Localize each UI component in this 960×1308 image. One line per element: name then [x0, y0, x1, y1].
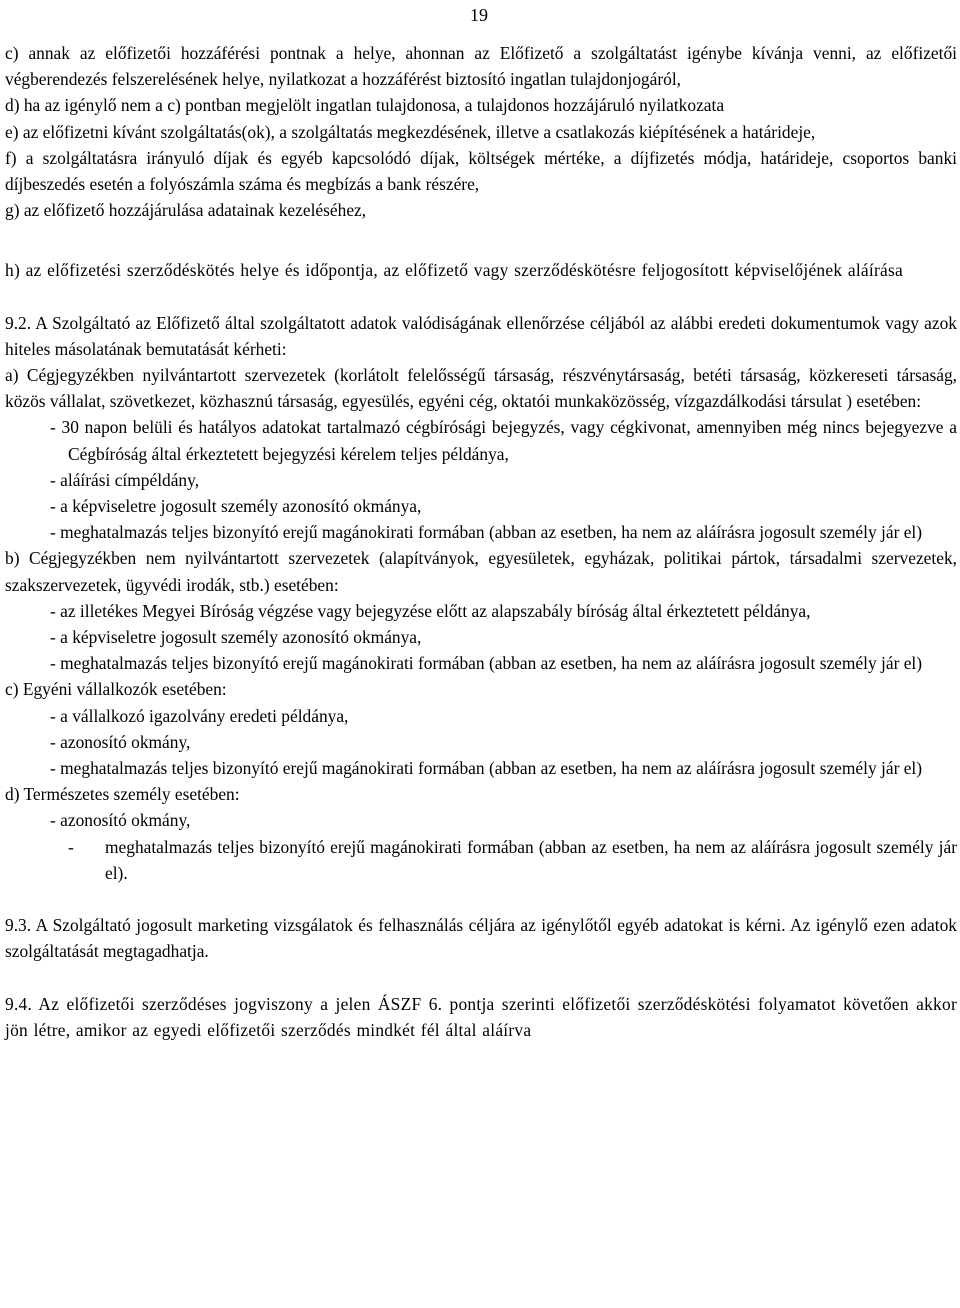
list-item: - aláírási címpéldány,: [50, 469, 200, 490]
document-body: [5, 40, 957, 1043]
list-item-text: meghatalmazás teljes bizonyító erejű magánokirati formában (abban az esetben, ha nem az aláírásra jogosult személy jár el).: [105, 836, 957, 883]
list-item: - azonosító okmány,: [50, 810, 191, 831]
list-item: - a képviseletre jogosult személy azonosító okmánya,: [50, 496, 422, 517]
spacer: [5, 223, 957, 257]
list-item: [5, 834, 957, 886]
section-9-3: 9.3. A Szolgáltató jogosult marketing vizsgálatok és felhasználás céljára az igénylőtől egyéb adatokat is kérni. Az igénylő ezen adatok szolgáltatását megtagadhatja.: [5, 915, 957, 962]
section-9-2-a-heading: a) Cégjegyzékben nyilvántartott szervezetek (korlátolt felelősségű társaság, részvénytársaság, betéti társaság, közkereseti társaság, közös vállalat, szövetkezet, közhasznú társaság, egyesülés, egyéni cég, oktatói munkaközösség, vízgazdálkodási társulat ) esetében:: [5, 365, 957, 412]
section-9-2-d-heading: d) Természetes személy esetében:: [5, 784, 240, 805]
spacer: [5, 284, 957, 310]
section-9-2-b-heading: b) Cégjegyzékben nem nyilvántartott szervezetek (alapítványok, egyesületek, egyházak, politikai pártok, társadalmi szervezetek, szakszervezetek, ügyvédi irodák, stb.) esetében:: [5, 548, 957, 595]
list-dash: -: [68, 836, 74, 857]
section-9-2-c-heading: c) Egyéni vállalkozók esetében:: [5, 679, 227, 700]
page-number: 19: [470, 5, 488, 25]
section-9-4: 9.4. Az előfizetői szerződéses jogviszony a jelen ÁSZF 6. pontja szerinti előfizetői szerződéskötési folyamatot követően akkor jön létre, amikor az egyedi előfizetői szerződés mindkét fél által aláírva: [5, 993, 957, 1040]
list-item: - a vállalkozó igazolvány eredeti példánya,: [50, 705, 349, 726]
list-item: - meghatalmazás teljes bizonyító erejű magánokirati formában (abban az esetben, ha nem az aláírásra jogosult személy jár el): [50, 758, 923, 779]
item-d: d) ha az igénylő nem a c) pontban megjelölt ingatlan tulajdonosa, a tulajdonos hozzájáruló nyilatkozata: [5, 95, 725, 116]
item-f: f) a szolgáltatásra irányuló díjak és egyéb kapcsolódó díjak, költségek mértéke, a díjfizetés módja, határideje, csoportos banki díjbeszedés esetén a folyószámla száma és megbízás a bank részére,: [5, 147, 957, 195]
section-9-2-intro: 9.2. A Szolgáltató az Előfizető által szolgáltatott adatok valódiságának ellenőrzése céljából az alábbi eredeti dokumentumok vagy azok hiteles másolatának bemutatását kérheti:: [5, 312, 957, 359]
item-g: g) az előfizető hozzájárulása adatainak kezeléséhez,: [5, 200, 367, 221]
list-item: - azonosító okmány,: [50, 731, 191, 752]
list-item: - az illetékes Megyei Bíróság végzése vagy bejegyzése előtt az alapszabály bíróság által érkeztetett példánya,: [50, 600, 811, 621]
item-h: h) az előfizetési szerződéskötés helye és időpontja, az előfizető vagy szerződéskötésre feljogosított képviselőjének aláírása: [5, 260, 903, 281]
list-item: - 30 napon belüli és hatályos adatokat tartalmazó cégbírósági bejegyzés, vagy cégkivonat, amennyiben még nincs bejegyezve a Cégbíróság által érkeztetett bejegyzési kérelem teljes példánya,: [50, 417, 957, 464]
list-item: - meghatalmazás teljes bizonyító erejű magánokirati formában (abban az esetben, ha nem az aláírásra jogosult személy jár el): [50, 522, 923, 543]
list-item: - meghatalmazás teljes bizonyító erejű magánokirati formában (abban az esetben, ha nem az aláírásra jogosult személy jár el): [50, 653, 923, 674]
spacer: [5, 886, 957, 912]
spacer: [5, 965, 957, 991]
item-e: e) az előfizetni kívánt szolgáltatás(ok), a szolgáltatás megkezdésének, illetve a csatlakozás kiépítésének a határideje,: [5, 121, 816, 142]
list-item: - a képviseletre jogosult személy azonosító okmánya,: [50, 627, 422, 648]
item-c: c) annak az előfizetői hozzáférési pontnak a helye, ahonnan az Előfizető a szolgáltatást igénybe kívánja venni, az előfizetői végberendezés felszerelésének helye, nyilatkozat a hozzáférést biztosító ingatlan tulajdonjogáról,: [5, 43, 957, 90]
